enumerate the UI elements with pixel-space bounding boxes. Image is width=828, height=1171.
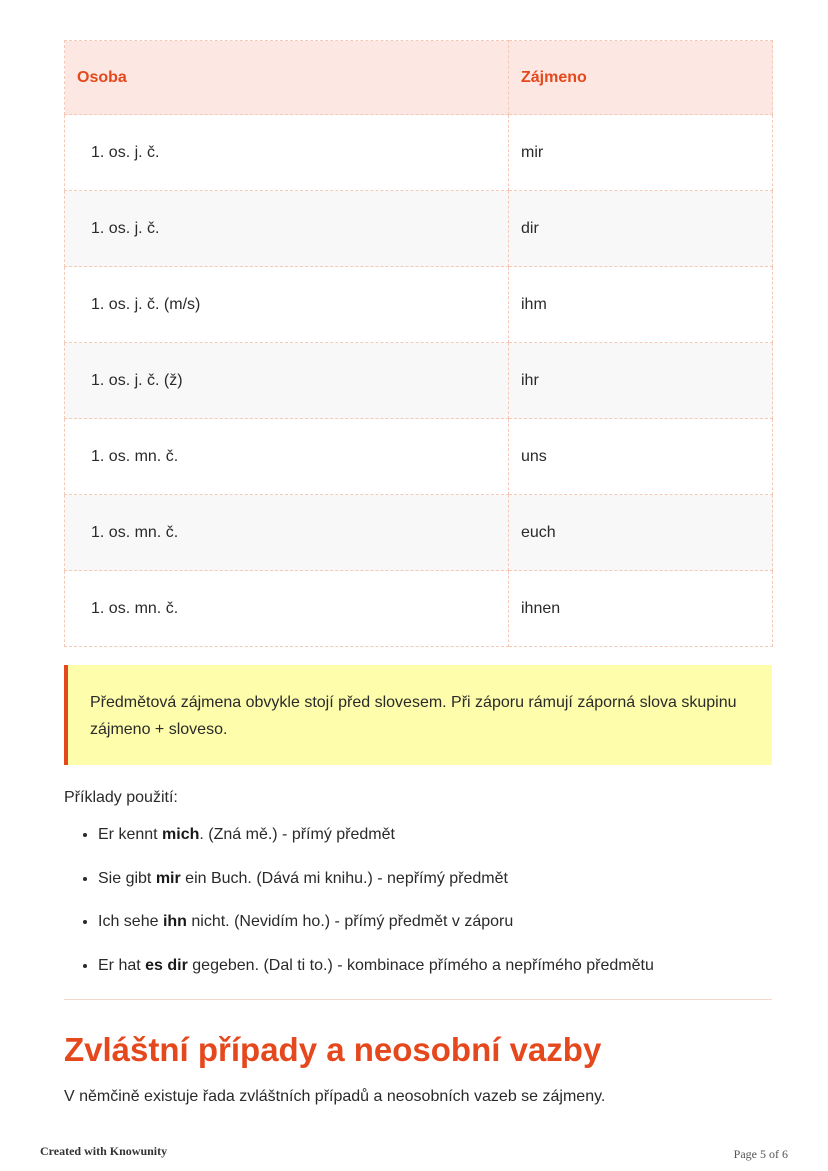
section-paragraph: V němčině existuje řada zvláštních případů a neosobních vazeb se zájmeny.	[64, 1088, 606, 1105]
list-item	[98, 869, 772, 889]
page-content	[64, 40, 772, 1106]
table-row	[65, 419, 773, 495]
footer-credit: Created with Knowunity	[40, 1144, 168, 1158]
column-header-zajmeno: Zájmeno	[509, 41, 773, 115]
examples-title: Příklady použití:	[64, 789, 178, 806]
example-bold: es dir	[145, 956, 188, 974]
example-text: gegeben. (Dal ti to.) - kombinace přímého a nepřímého předmětu	[187, 956, 654, 974]
pronoun-cell: euch	[509, 495, 773, 571]
list-item	[98, 825, 772, 845]
pronoun-cell: dir	[509, 191, 773, 267]
table-row	[65, 571, 773, 647]
example-text: Ich sehe	[98, 913, 163, 930]
person-cell: 1. os. j. č.	[65, 115, 509, 191]
person-cell: 1. os. mn. č.	[65, 571, 509, 647]
table-row	[65, 191, 773, 267]
person-cell: 1. os. j. č.	[65, 191, 509, 267]
person-cell: 1. os. j. č. (ž)	[65, 343, 509, 419]
column-header-osoba: Osoba	[65, 41, 509, 115]
person-cell: 1. os. j. č. (m/s)	[65, 267, 509, 343]
example-bold: mich	[162, 826, 200, 843]
example-text: ein Buch. (Dává mi knihu.) - nepřímý předmět	[180, 869, 508, 887]
person-cell: 1. os. mn. č.	[65, 495, 509, 571]
example-text: Er hat	[98, 956, 146, 974]
table-row	[65, 267, 773, 343]
example-text: Sie gibt	[98, 869, 156, 887]
page-number: Page 5 of 6	[733, 1147, 788, 1161]
section-divider	[64, 999, 772, 1000]
pronoun-cell: uns	[509, 419, 773, 495]
section-heading: Zvláštní případy a neosobní vazby	[64, 1031, 602, 1068]
examples-list	[64, 825, 772, 976]
list-item	[98, 956, 772, 976]
person-cell: 1. os. mn. č.	[65, 419, 509, 495]
example-text: nicht. (Nevidím ho.) - přímý předmět v záporu	[186, 913, 514, 930]
pronoun-cell: mir	[509, 115, 773, 191]
info-note: Předmětová zájmena obvykle stojí před slovesem. Při záporu rámují záporná slova skupinu zájmeno + sloveso.	[64, 665, 772, 765]
pronoun-table	[64, 40, 773, 647]
pronoun-cell: ihnen	[509, 571, 773, 647]
example-bold: mir	[155, 869, 181, 887]
pronoun-cell: ihr	[509, 343, 773, 419]
example-text: . (Zná mě.) - přímý předmět	[199, 826, 395, 843]
table-row	[65, 495, 773, 571]
example-bold: ihn	[162, 913, 187, 930]
list-item	[98, 912, 772, 932]
table-header-row	[65, 41, 773, 115]
example-text: Er kennt	[98, 826, 163, 843]
table-row	[65, 343, 773, 419]
table-row	[65, 115, 773, 191]
pronoun-cell: ihm	[509, 267, 773, 343]
